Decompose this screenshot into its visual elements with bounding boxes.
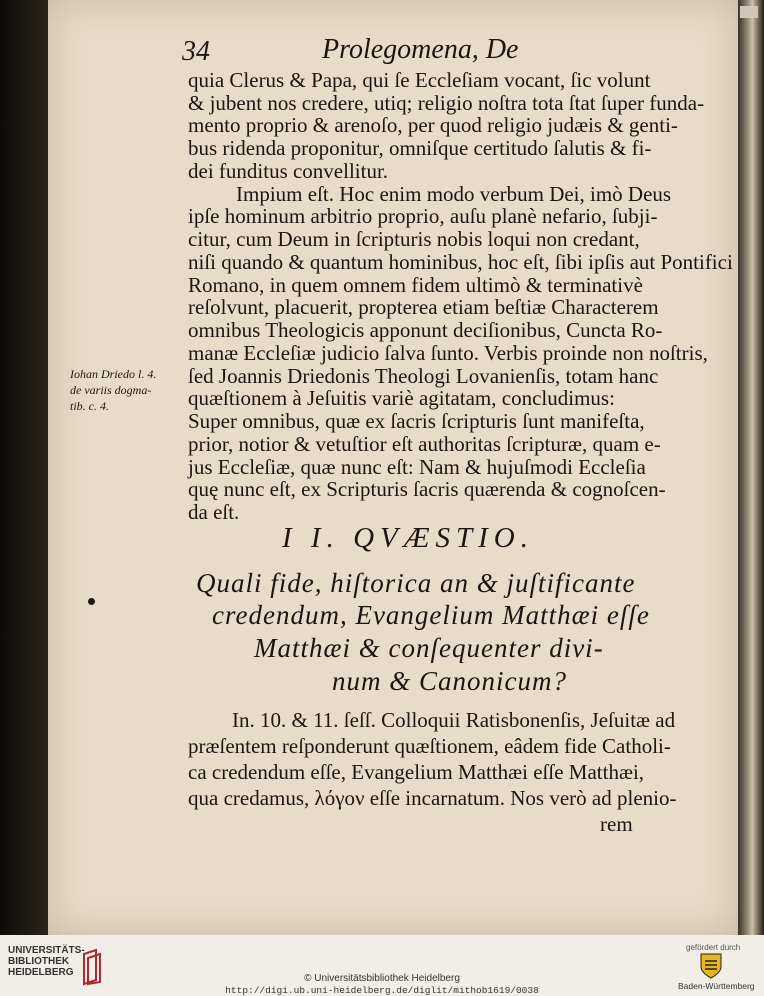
text-line: qua credamus, λόγον eſſe incarnatum. Nos verò ad plenio-: [188, 786, 677, 810]
coat-of-arms-icon: [700, 953, 722, 979]
text-line: quia Clerus & Papa, qui ſe Eccleſiam vocant, ſic volunt: [188, 68, 651, 92]
text-line: Romano, in quem omnem fidem ultimò & terminativè: [188, 272, 643, 297]
text-line: quę nunc eſt, ex Scripturis ſacris quærenda & cognoſcen-: [188, 477, 666, 502]
page-number: 34: [182, 36, 210, 67]
text-line: niſi quando & quantum hominibus, hoc eſt, ſibi ipſis aut Pontifici: [188, 249, 733, 274]
question-title: I I. QVÆSTIO.: [282, 522, 534, 554]
margin-note-line: Iohan Driedo l. 4.: [70, 367, 157, 381]
text-line: prior, notior & vetuſtior eſt authoritas ſcripturæ, quam e-: [188, 431, 661, 456]
library-logo-line: BIBLIOTHEK: [8, 956, 70, 967]
text-line: & jubent nos credere, utiq; religio noſtra tota ſtat ſuper funda-: [188, 90, 705, 115]
copyright-text: © Universitätsbibliothek Heidelberg: [304, 973, 460, 984]
margin-note-line: tib. c. 4.: [70, 399, 109, 413]
page-gutter: [738, 0, 764, 935]
text-line: ipſe hominum arbitrio proprio, auſu planè nefario, ſubji-: [188, 204, 658, 229]
text-line: rem: [600, 812, 633, 836]
text-line: dei funditus convellitur.: [188, 158, 389, 183]
text-line: bus ridenda proponitur, omniſque certitudo ſalutis & fi-: [188, 136, 652, 161]
text-line: citur, cum Deum in ſcripturis nobis loqui non credant,: [188, 227, 640, 252]
funded-by-label: gefördert durch: [686, 943, 741, 952]
text-line: omnibus Theologicis apponunt deciſionibus, Cuncta Ro-: [188, 318, 663, 343]
library-logo-line: HEIDELBERG: [8, 967, 74, 978]
text-line: da eſt.: [188, 500, 240, 524]
funder-name: Baden-Württemberg: [678, 981, 755, 991]
text-line: mento proprio & arenoſo, per quod religio judæis & genti-: [188, 113, 678, 138]
binding-shadow: [0, 0, 48, 935]
page-edge-tab: [740, 6, 758, 18]
text-line: quæſtionem à Jeſuitis variè agitatam, concludimus:: [188, 386, 615, 411]
text-line: manæ Eccleſiæ judicio ſalva ſunto. Verbis proinde non noſtris,: [188, 340, 708, 365]
question-rubric-line: Matthæi & conſequenter divi-: [254, 633, 604, 663]
question-rubric-line: credendum, Evangelium Matthæi eſſe: [212, 600, 650, 630]
text-line: ſed Joannis Driedonis Theologi Lovanienſis, totam hanc: [188, 363, 659, 388]
margin-note-line: de variis dogma-: [70, 383, 152, 397]
question-rubric-line: num & Canonicum?: [332, 666, 567, 696]
running-head: Prolegomena, De: [322, 34, 519, 65]
text-line: reſolvunt, placuerit, propterea etiam beſtiæ Characterem: [188, 295, 659, 320]
text-line: jus Eccleſiæ, quæ nunc eſt: Nam & hujuſmodi Eccleſia: [188, 454, 646, 479]
margin-bullet: [88, 598, 95, 605]
text-line: præſentem reſponderunt quæſtionem, eâdem fide Catholi-: [188, 734, 671, 758]
library-logo-line: UNIVERSITÄTS-: [8, 945, 85, 956]
text-line: Super omnibus, quæ ex ſacris ſcripturis ſunt manifeſta,: [188, 409, 645, 434]
question-rubric-line: Quali fide, hiſtorica an & juſtificante: [196, 568, 636, 598]
permalink-url[interactable]: http://digi.ub.uni-heidelberg.de/diglit/mithob1619/0038: [225, 985, 539, 996]
text-line: ca credendum eſſe, Evangelium Matthæi eſſe Matthæi,: [188, 760, 645, 784]
text-line: In. 10. & 11. ſeſſ. Colloquii Ratisbonenſis, Jeſuitæ ad: [232, 708, 676, 732]
text-line: Impium eſt. Hoc enim modo verbum Dei, imò Deus: [236, 181, 672, 206]
